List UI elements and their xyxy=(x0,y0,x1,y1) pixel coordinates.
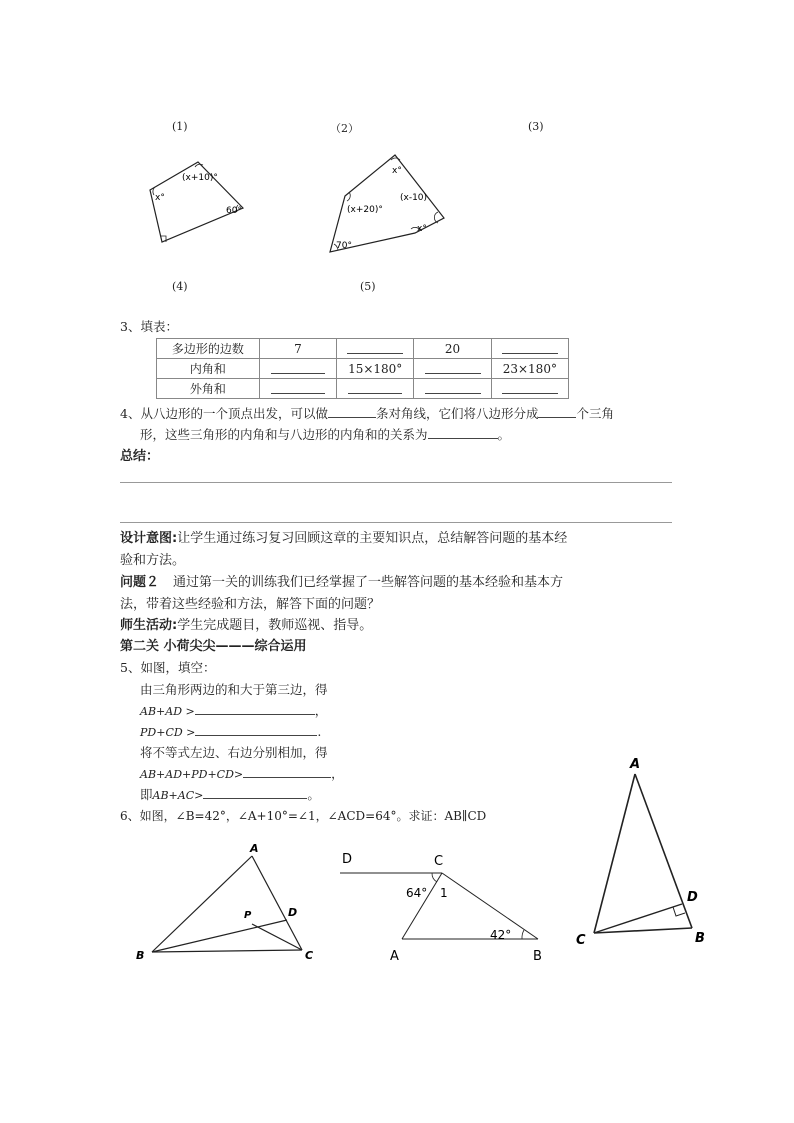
q5-eq-4-end: 。 xyxy=(307,787,320,802)
blank-line[interactable] xyxy=(538,405,576,418)
q4-line-1 xyxy=(120,403,614,424)
table-cell: 内角和 xyxy=(157,359,260,379)
figure-label-4: (4) xyxy=(172,280,188,293)
pentagon-angle-2: (x-10) xyxy=(400,193,428,203)
pentagon-shape xyxy=(330,155,444,252)
triangle-abc-figure xyxy=(130,838,330,968)
divider-line xyxy=(120,482,672,483)
vertex-b-label: B xyxy=(695,931,705,946)
quad-angle-2: x° xyxy=(155,193,165,203)
q5-eq-4-prefix: 即 xyxy=(140,787,153,802)
activity-text: 学生完成题目，教师巡视、指导。 xyxy=(177,618,373,633)
parallel-lines-figure xyxy=(330,845,550,965)
table-row xyxy=(157,359,569,379)
q4-text-5: 。 xyxy=(497,427,511,442)
design-intent-text: 让学生通过练习复习回顾这章的主要知识点，总结解答问题的基本经 xyxy=(177,531,568,546)
design-intent-line-2: 验和方法。 xyxy=(120,553,186,568)
figure-label-2: （2） xyxy=(330,122,359,135)
figure-label-3: (3) xyxy=(528,120,544,133)
q6-text: 6、如图，∠B=42°，∠A+10°=∠1，∠ACD=64°。求证：AB∥CD xyxy=(120,809,487,823)
right-triangle-figure xyxy=(570,752,720,957)
line-point-a-label: A xyxy=(390,949,399,964)
q4-text-3: 个三角 xyxy=(576,406,614,421)
blank-line[interactable] xyxy=(425,381,481,394)
quadrilateral-figure xyxy=(140,150,260,250)
design-intent-line-1 xyxy=(120,528,567,549)
blank-line[interactable] xyxy=(347,341,403,354)
figure-label-5: (5) xyxy=(360,280,376,293)
q4-text-4: 形，这些三角形的内角和与八边形的内角和的关系为 xyxy=(140,427,428,442)
q5-eq-4 xyxy=(140,784,320,806)
q5-eq-3-end: ， xyxy=(331,766,344,781)
blank-line[interactable] xyxy=(271,361,325,374)
divider-line xyxy=(120,522,672,523)
blank-line[interactable] xyxy=(428,426,498,439)
blank-line[interactable] xyxy=(195,723,317,736)
blank-line[interactable] xyxy=(348,381,402,394)
problem2-label: 问题２ xyxy=(120,575,160,590)
table-cell: 23×180° xyxy=(491,359,568,379)
table-cell xyxy=(259,359,336,379)
q5-eq-2-end: . xyxy=(317,724,322,739)
problem2-text: 通过第一关的训练我们已经掌握了一些解答问题的基本经验和基本方 xyxy=(173,575,564,590)
vertex-a-label: A xyxy=(630,757,641,772)
pentagon-angle-4: x° xyxy=(417,224,427,234)
q5-eq-1 xyxy=(140,700,327,722)
blank-line[interactable] xyxy=(425,361,481,374)
vertex-a-label: A xyxy=(250,842,259,855)
line-point-c-label: C xyxy=(434,854,444,869)
blank-line[interactable] xyxy=(271,381,325,394)
angle-1-label: 1 xyxy=(440,886,448,900)
q4-line-2 xyxy=(140,424,510,445)
polygon-table xyxy=(156,338,569,399)
point-d-label: D xyxy=(288,906,298,919)
table-cell xyxy=(491,379,568,399)
q5-title: 5、如图，填空： xyxy=(120,660,216,675)
pentagon-angle-3: (x+20)° xyxy=(347,205,383,215)
q5-eq-4-text: AB+AC> xyxy=(152,789,204,802)
q5-eq-3 xyxy=(140,763,344,785)
table-cell xyxy=(259,379,336,399)
table-cell: 外角和 xyxy=(157,379,260,399)
line-point-b-label: B xyxy=(533,949,542,964)
level2-title: 第二关 小荷尖尖———综合运用 xyxy=(120,639,307,654)
table-cell: 15×180° xyxy=(337,359,414,379)
table-cell xyxy=(414,379,491,399)
summary-label: 总结： xyxy=(120,449,160,464)
table-cell xyxy=(337,339,414,359)
table-cell xyxy=(491,339,568,359)
table-row xyxy=(157,379,569,399)
angle-64-label: 64° xyxy=(406,886,428,900)
blank-line[interactable] xyxy=(502,381,558,394)
point-p-label: P xyxy=(244,910,252,921)
problem2-line-1 xyxy=(120,572,563,593)
activity-line xyxy=(120,615,372,636)
q5-line-2: 将不等式左边、右边分别相加，得 xyxy=(140,745,328,760)
problem2-line-2: 法，带着这些经验和方法，解答下面的问题？ xyxy=(120,597,381,612)
q4-text-2: 条对角线，它们将八边形分成 xyxy=(375,406,539,421)
line-point-d-label: D xyxy=(342,852,353,867)
vertex-c-label: C xyxy=(305,949,314,962)
blank-line[interactable] xyxy=(502,341,558,354)
table-cell: 7 xyxy=(259,339,336,359)
table-cell xyxy=(337,379,414,399)
table-cell xyxy=(414,359,491,379)
q5-eq-2 xyxy=(140,721,321,743)
q4-text-1: 4、从八边形的一个顶点出发，可以做 xyxy=(120,406,328,421)
design-intent-label: 设计意图: xyxy=(120,531,178,546)
blank-line[interactable] xyxy=(243,765,331,778)
activity-label: 师生活动: xyxy=(120,618,178,633)
blank-line[interactable] xyxy=(195,702,315,715)
table-cell: 多边形的边数 xyxy=(157,339,260,359)
q3-label: 3、填表： xyxy=(120,319,178,334)
quad-angle-1: (x+10)° xyxy=(182,173,218,183)
pentagon-figure xyxy=(320,148,450,258)
q5-eq-1-end: ， xyxy=(314,703,328,718)
vertex-c-label: C xyxy=(576,933,586,948)
angle-42-label: 42° xyxy=(490,928,512,942)
q5-line-1: 由三角形两边的和大于第三边，得 xyxy=(140,682,328,697)
quad-angle-3: 60° xyxy=(226,206,242,216)
pentagon-angle-5: 70° xyxy=(336,241,352,251)
blank-line[interactable] xyxy=(328,405,376,418)
point-d-label: D xyxy=(687,890,698,905)
vertex-b-label: B xyxy=(136,949,145,962)
table-row xyxy=(157,339,569,359)
q5-eq-1-text: AB+AD > xyxy=(140,705,195,718)
pentagon-angle-1: x° xyxy=(392,166,402,176)
figure-label-1: (1) xyxy=(172,120,188,133)
table-cell: 20 xyxy=(414,339,491,359)
q5-eq-3-text: AB+AD+PD+CD> xyxy=(140,768,244,781)
blank-line[interactable] xyxy=(203,786,307,799)
q5-eq-2-text: PD+CD > xyxy=(140,726,196,739)
